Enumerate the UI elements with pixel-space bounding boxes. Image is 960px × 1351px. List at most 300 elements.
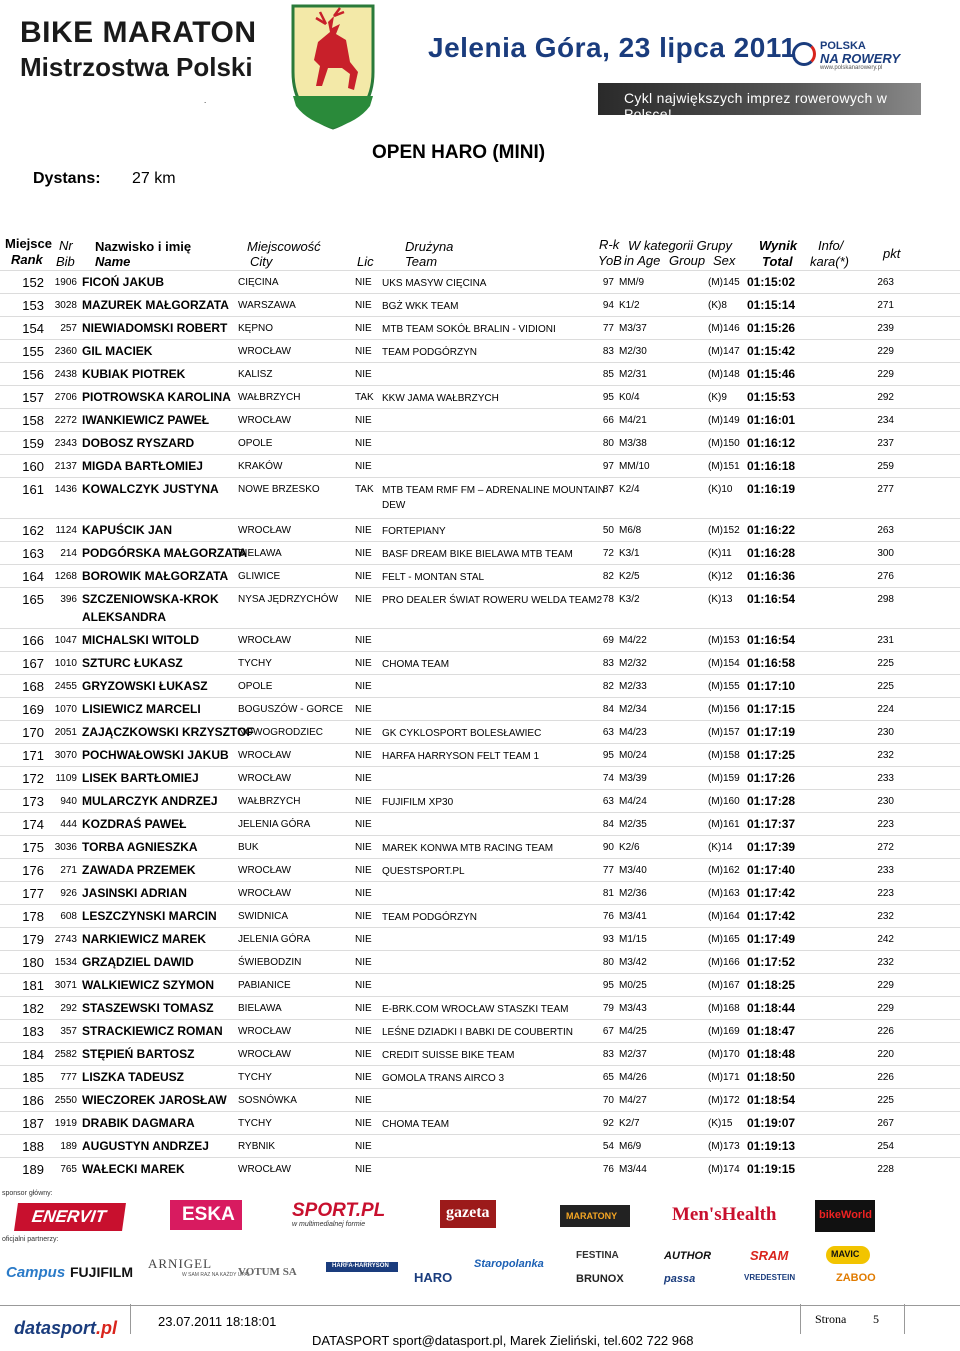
yob-cell: 90 bbox=[602, 842, 614, 853]
sport-pl-logo: SPORT.PL bbox=[292, 1200, 386, 1221]
total-time-cell: 01:16:54 bbox=[747, 633, 796, 647]
points-cell: 220 bbox=[877, 1049, 894, 1060]
team-cell: CHOMA TEAM bbox=[382, 659, 450, 670]
age-category-cell: M4/26 bbox=[619, 1072, 647, 1083]
city-cell: OPOLE bbox=[238, 438, 273, 449]
col-sex: Sex bbox=[713, 253, 736, 268]
team-cell: E-BRK.COM WROCŁAW STASZKI TEAM bbox=[382, 1004, 569, 1015]
series-banner: Cykl największych imprez rowerowych w Polsce! bbox=[598, 83, 921, 115]
table-row bbox=[0, 454, 960, 477]
group-cell: (M)159 bbox=[708, 773, 740, 784]
total-time-cell: 01:16:28 bbox=[747, 546, 796, 560]
group-cell: (M)165 bbox=[708, 934, 740, 945]
city-cell: WAŁBRZYCH bbox=[238, 392, 301, 403]
yob-cell: 95 bbox=[602, 392, 614, 403]
points-cell: 229 bbox=[877, 369, 894, 380]
points-cell: 225 bbox=[877, 1095, 894, 1106]
table-row bbox=[0, 362, 960, 385]
group-cell: (K)9 bbox=[708, 392, 727, 403]
team-cell: FUJIFILM XP30 bbox=[382, 797, 454, 808]
city-cell: ŚWIEBODZIN bbox=[238, 957, 302, 968]
license-cell: NIE bbox=[355, 911, 372, 922]
yob-cell: 97 bbox=[602, 277, 614, 288]
rank-cell: 181 bbox=[22, 978, 44, 993]
festina-logo: FESTINA bbox=[576, 1250, 619, 1261]
col-yob: YoB bbox=[598, 253, 622, 268]
points-cell: 237 bbox=[877, 438, 894, 449]
total-time-cell: 01:18:54 bbox=[747, 1093, 796, 1107]
table-row bbox=[0, 587, 960, 628]
col-w-kategorii: W kategorii Grupy bbox=[628, 238, 733, 253]
polska-na-rowery-logo bbox=[790, 38, 920, 72]
age-category-cell: MM/9 bbox=[619, 277, 644, 288]
city-cell: JELENIA GÓRA bbox=[238, 934, 311, 945]
results-table bbox=[0, 270, 960, 1180]
yob-cell: 83 bbox=[602, 346, 614, 357]
license-cell: NIE bbox=[355, 369, 372, 380]
sport-pl-tagline: w multimedialnej formie bbox=[292, 1221, 366, 1228]
name-cell: JASINSKI ADRIAN bbox=[82, 886, 187, 900]
votum-logo: VOTUM SA bbox=[238, 1266, 297, 1278]
yob-cell: 93 bbox=[602, 934, 614, 945]
points-cell: 267 bbox=[877, 1118, 894, 1129]
points-cell: 242 bbox=[877, 934, 894, 945]
total-time-cell: 01:17:42 bbox=[747, 909, 796, 923]
col-group: Group bbox=[669, 253, 706, 268]
points-cell: 263 bbox=[877, 277, 894, 288]
bib-cell: 271 bbox=[60, 865, 77, 876]
group-cell: (M)174 bbox=[708, 1164, 740, 1175]
city-cell: WARSZAWA bbox=[238, 300, 296, 311]
yob-cell: 82 bbox=[602, 681, 614, 692]
age-category-cell: K0/4 bbox=[619, 392, 640, 403]
vredestein-logo: VREDESTEIN bbox=[744, 1273, 796, 1282]
yob-cell: 76 bbox=[602, 1164, 614, 1175]
license-cell: NIE bbox=[355, 980, 372, 991]
staropolanka-logo: Staropolanka bbox=[474, 1258, 544, 1270]
bib-cell: 2272 bbox=[54, 415, 77, 426]
city-cell: KALISZ bbox=[238, 369, 273, 380]
city-cell: BOGUSZÓW - GORCE bbox=[238, 704, 343, 715]
rank-cell: 184 bbox=[22, 1047, 44, 1062]
table-row bbox=[0, 339, 960, 362]
city-cell: JELENIA GÓRA bbox=[238, 819, 311, 830]
name-cell: NARKIEWICZ MAREK bbox=[82, 932, 206, 946]
yob-cell: 78 bbox=[602, 594, 614, 605]
col-druzyna: Drużyna bbox=[405, 239, 454, 254]
bib-cell: 2360 bbox=[54, 346, 77, 357]
passa-logo: passa bbox=[664, 1273, 696, 1285]
city-cell: WROCŁAW bbox=[238, 1164, 291, 1175]
city-cell: WROCŁAW bbox=[238, 635, 291, 646]
name-cell: LESZCZYNSKI MARCIN bbox=[82, 909, 217, 923]
bib-cell: 2582 bbox=[54, 1049, 77, 1060]
table-row bbox=[0, 293, 960, 316]
total-time-cell: 01:18:44 bbox=[747, 1001, 796, 1015]
sram-logo: SRAM bbox=[750, 1248, 789, 1263]
yob-cell: 95 bbox=[602, 980, 614, 991]
name-cell: MICHALSKI WITOLD bbox=[82, 633, 200, 647]
bib-cell: 444 bbox=[60, 819, 77, 830]
name-cell: LISZKA TADEUSZ bbox=[82, 1070, 184, 1084]
name-cell: STĘPIEŃ BARTOSZ bbox=[82, 1047, 195, 1061]
brunox-logo: BRUNOX bbox=[576, 1273, 624, 1285]
page-number: 5 bbox=[873, 1312, 879, 1326]
points-cell: 228 bbox=[877, 1164, 894, 1175]
bib-cell: 1534 bbox=[54, 957, 77, 968]
table-row bbox=[0, 743, 960, 766]
total-time-cell: 01:15:53 bbox=[747, 390, 796, 404]
license-cell: NIE bbox=[355, 1118, 372, 1129]
distance-value: 27 km bbox=[132, 170, 176, 187]
age-category-cell: M2/32 bbox=[619, 658, 647, 669]
total-time-cell: 01:16:54 bbox=[747, 592, 796, 606]
group-cell: (K)15 bbox=[708, 1118, 733, 1129]
col-miejsce: Miejsce bbox=[5, 236, 52, 251]
group-cell: (M)167 bbox=[708, 980, 740, 991]
bib-cell: 1010 bbox=[54, 658, 77, 669]
group-cell: (M)153 bbox=[708, 635, 740, 646]
rank-cell: 152 bbox=[22, 275, 44, 290]
city-cell: WROCŁAW bbox=[238, 415, 291, 426]
bib-cell: 2706 bbox=[54, 392, 77, 403]
age-category-cell: M6/8 bbox=[619, 525, 642, 536]
age-category-cell: M2/36 bbox=[619, 888, 647, 899]
license-cell: NIE bbox=[355, 934, 372, 945]
name-cell: KOZDRAŚ PAWEŁ bbox=[82, 817, 187, 831]
table-row bbox=[0, 518, 960, 541]
yob-cell: 84 bbox=[602, 704, 614, 715]
total-time-cell: 01:16:19 bbox=[747, 482, 796, 496]
eska-logo: ESKA bbox=[170, 1200, 242, 1230]
name-cell: TORBA AGNIESZKA bbox=[82, 840, 198, 854]
city-cell: OPOLE bbox=[238, 681, 273, 692]
bib-cell: 189 bbox=[60, 1141, 77, 1152]
team-cell: MTB TEAM RMF FM – ADRENALINE MOUNTAIN bbox=[382, 485, 605, 496]
license-cell: NIE bbox=[355, 594, 372, 605]
license-cell: NIE bbox=[355, 658, 372, 669]
total-time-cell: 01:17:15 bbox=[747, 702, 796, 716]
city-cell: SWIDNICA bbox=[238, 911, 288, 922]
mens-health-logo: Men'sHealth bbox=[672, 1204, 777, 1225]
points-cell: 226 bbox=[877, 1026, 894, 1037]
datasport-logo bbox=[14, 1318, 117, 1339]
yob-cell: 83 bbox=[602, 1049, 614, 1060]
name-cell: ZAJĄCZKOWSKI KRZYSZTOF bbox=[82, 725, 254, 739]
points-cell: 234 bbox=[877, 415, 894, 426]
total-time-cell: 01:16:01 bbox=[747, 413, 796, 427]
age-category-cell: M2/35 bbox=[619, 819, 647, 830]
yob-cell: 63 bbox=[602, 727, 614, 738]
table-row bbox=[0, 316, 960, 339]
col-info: Info/ bbox=[818, 238, 844, 253]
rank-cell: 173 bbox=[22, 794, 44, 809]
license-cell: NIE bbox=[355, 1026, 372, 1037]
city-cell: TYCHY bbox=[238, 1118, 272, 1129]
total-time-cell: 01:17:28 bbox=[747, 794, 796, 808]
col-miejscowosc: Miejscowość bbox=[247, 239, 321, 254]
license-cell: NIE bbox=[355, 796, 372, 807]
age-category-cell: M4/27 bbox=[619, 1095, 647, 1106]
group-cell: (M)146 bbox=[708, 323, 740, 334]
arnigel-tagline: W SAM RAZ NA KAŻDY UPAŁ bbox=[182, 1272, 251, 1278]
table-row bbox=[0, 385, 960, 408]
city-cell: WROCŁAW bbox=[238, 888, 291, 899]
group-cell: (M)163 bbox=[708, 888, 740, 899]
deer-crest-icon bbox=[288, 2, 378, 130]
team-cell: TEAM PODGÓRZYN bbox=[382, 347, 478, 358]
team-cell: HARFA HARRYSON FELT TEAM 1 bbox=[382, 751, 540, 762]
table-row bbox=[0, 1157, 960, 1180]
name-cell: BOROWIK MAŁGORZATA bbox=[82, 569, 229, 583]
total-time-cell: 01:19:13 bbox=[747, 1139, 796, 1153]
total-time-cell: 01:15:02 bbox=[747, 275, 796, 289]
name-cell: DRABIK DAGMARA bbox=[82, 1116, 195, 1130]
age-category-cell: M4/21 bbox=[619, 415, 647, 426]
points-cell: 300 bbox=[877, 548, 894, 559]
rank-cell: 182 bbox=[22, 1001, 44, 1016]
city-cell: WROCŁAW bbox=[238, 1026, 291, 1037]
city-cell: WROCŁAW bbox=[238, 1049, 291, 1060]
team-cell: FORTEPIANY bbox=[382, 526, 446, 537]
group-cell: (M)166 bbox=[708, 957, 740, 968]
points-cell: 232 bbox=[877, 750, 894, 761]
license-cell: NIE bbox=[355, 323, 372, 334]
rank-cell: 155 bbox=[22, 344, 44, 359]
name-cell: MAZUREK MAŁGORZATA bbox=[82, 298, 229, 312]
license-cell: NIE bbox=[355, 842, 372, 853]
group-cell: (M)172 bbox=[708, 1095, 740, 1106]
age-category-cell: M6/9 bbox=[619, 1141, 642, 1152]
age-category-cell: M4/22 bbox=[619, 635, 647, 646]
points-cell: 229 bbox=[877, 346, 894, 357]
results-table-header bbox=[0, 236, 960, 270]
group-cell: (K)12 bbox=[708, 571, 733, 582]
rank-cell: 165 bbox=[22, 592, 44, 607]
group-cell: (M)147 bbox=[708, 346, 740, 357]
pnr-line2: NA ROWERY bbox=[820, 51, 901, 66]
group-cell: (M)169 bbox=[708, 1026, 740, 1037]
total-time-cell: 01:17:52 bbox=[747, 955, 796, 969]
total-time-cell: 01:16:22 bbox=[747, 523, 796, 537]
table-row bbox=[0, 431, 960, 454]
age-category-cell: M4/23 bbox=[619, 727, 647, 738]
group-cell: (M)154 bbox=[708, 658, 740, 669]
polska-na-rowery-icon bbox=[792, 42, 816, 66]
partners-label: oficjalni partnerzy: bbox=[2, 1236, 59, 1243]
table-row bbox=[0, 674, 960, 697]
table-row bbox=[0, 973, 960, 996]
city-cell: WROCŁAW bbox=[238, 346, 291, 357]
total-time-cell: 01:16:12 bbox=[747, 436, 796, 450]
points-cell: 225 bbox=[877, 681, 894, 692]
age-category-cell: K2/7 bbox=[619, 1118, 640, 1129]
rank-cell: 175 bbox=[22, 840, 44, 855]
name-cell: AUGUSTYN ANDRZEJ bbox=[82, 1139, 209, 1153]
age-category-cell: K2/6 bbox=[619, 842, 640, 853]
group-cell: (M)161 bbox=[708, 819, 740, 830]
points-cell: 298 bbox=[877, 594, 894, 605]
points-cell: 223 bbox=[877, 819, 894, 830]
rank-cell: 174 bbox=[22, 817, 44, 832]
points-cell: 225 bbox=[877, 658, 894, 669]
city-cell: KRAKÓW bbox=[238, 461, 283, 472]
points-cell: 232 bbox=[877, 957, 894, 968]
license-cell: NIE bbox=[355, 957, 372, 968]
city-cell: SOSNÓWKA bbox=[238, 1095, 297, 1106]
name-cell: LISEK BARTŁOMIEJ bbox=[82, 771, 199, 785]
team-cell: TEAM PODGÓRZYN bbox=[382, 912, 478, 923]
bikeworld-logo: bikeWorld bbox=[815, 1200, 875, 1232]
license-cell: NIE bbox=[355, 773, 372, 784]
city-cell: BIELAWA bbox=[238, 548, 282, 559]
total-time-cell: 01:16:18 bbox=[747, 459, 796, 473]
age-category-cell: M3/40 bbox=[619, 865, 647, 876]
pnr-line3: www.polskanarowery.pl bbox=[820, 65, 883, 71]
rank-cell: 163 bbox=[22, 546, 44, 561]
bib-cell: 777 bbox=[60, 1072, 77, 1083]
event-title bbox=[20, 16, 257, 83]
table-row bbox=[0, 1134, 960, 1157]
group-cell: (M)148 bbox=[708, 369, 740, 380]
bib-cell: 2455 bbox=[54, 681, 77, 692]
event-title-line1: BIKE MARATON bbox=[20, 16, 257, 49]
author-logo: AUTHOR bbox=[664, 1250, 712, 1262]
group-cell: (K)13 bbox=[708, 594, 733, 605]
distance-label: Dystans: bbox=[33, 170, 101, 187]
name-cell: FICOŃ JAKUB bbox=[82, 275, 165, 289]
total-time-cell: 01:17:37 bbox=[747, 817, 796, 831]
bib-cell: 765 bbox=[60, 1164, 77, 1175]
license-cell: TAK bbox=[355, 484, 374, 495]
datasport-logo-text: datasport bbox=[14, 1318, 97, 1338]
age-category-cell: K3/1 bbox=[619, 548, 640, 559]
footer-separator bbox=[130, 1304, 131, 1334]
city-cell: NOWE BRZESKO bbox=[238, 484, 320, 495]
license-cell: NIE bbox=[355, 571, 372, 582]
rank-cell: 187 bbox=[22, 1116, 44, 1131]
age-category-cell: M2/30 bbox=[619, 346, 647, 357]
bib-cell: 292 bbox=[60, 1003, 77, 1014]
rank-cell: 179 bbox=[22, 932, 44, 947]
group-cell: (M)160 bbox=[708, 796, 740, 807]
name-cell: MULARCZYK ANDRZEJ bbox=[82, 794, 218, 808]
name-cell: DOBOSZ RYSZARD bbox=[82, 436, 195, 450]
header-dot: . bbox=[204, 96, 207, 105]
rank-cell: 158 bbox=[22, 413, 44, 428]
table-row bbox=[0, 1111, 960, 1134]
total-time-cell: 01:19:07 bbox=[747, 1116, 796, 1130]
total-time-cell: 01:19:15 bbox=[747, 1162, 796, 1176]
table-row bbox=[0, 1019, 960, 1042]
points-cell: 239 bbox=[877, 323, 894, 334]
rank-cell: 160 bbox=[22, 459, 44, 474]
bib-cell: 1070 bbox=[54, 704, 77, 715]
rank-cell: 156 bbox=[22, 367, 44, 382]
name-cell: STASZEWSKI TOMASZ bbox=[82, 1001, 214, 1015]
team-cell: LEŚNE DZIADKI I BABKI DE COUBERTIN bbox=[382, 1027, 573, 1038]
age-category-cell: M3/41 bbox=[619, 911, 647, 922]
yob-cell: 84 bbox=[602, 819, 614, 830]
license-cell: TAK bbox=[355, 392, 374, 403]
yob-cell: 65 bbox=[602, 1072, 614, 1083]
points-cell: 259 bbox=[877, 461, 894, 472]
yob-cell: 83 bbox=[602, 658, 614, 669]
col-total: Total bbox=[762, 254, 793, 269]
table-row bbox=[0, 720, 960, 743]
age-category-cell: M4/24 bbox=[619, 796, 647, 807]
age-category-cell: M0/24 bbox=[619, 750, 647, 761]
col-in-age: in Age bbox=[624, 253, 661, 268]
bib-cell: 2137 bbox=[54, 461, 77, 472]
maratony-logo: MARATONY bbox=[560, 1205, 630, 1227]
col-lic: Lic bbox=[357, 254, 374, 269]
name-cell: MIGDA BARTŁOMIEJ bbox=[82, 459, 203, 473]
event-title-line2: Mistrzostwa Polski bbox=[20, 52, 253, 82]
name-cell: NIEWIADOMSKI ROBERT bbox=[82, 321, 228, 335]
points-cell: 233 bbox=[877, 865, 894, 876]
group-cell: (M)156 bbox=[708, 704, 740, 715]
name-cell-line2: ALEKSANDRA bbox=[82, 610, 166, 624]
points-cell: 272 bbox=[877, 842, 894, 853]
points-cell: 223 bbox=[877, 888, 894, 899]
group-cell: (M)149 bbox=[708, 415, 740, 426]
table-row bbox=[0, 904, 960, 927]
name-cell: STRACKIEWICZ ROMAN bbox=[82, 1024, 223, 1038]
name-cell: GRYZOWSKI ŁUKASZ bbox=[82, 679, 208, 693]
group-cell: (M)150 bbox=[708, 438, 740, 449]
bib-cell: 214 bbox=[60, 548, 77, 559]
points-cell: 230 bbox=[877, 727, 894, 738]
col-wynik: Wynik bbox=[759, 238, 798, 253]
table-row bbox=[0, 835, 960, 858]
yob-cell: 80 bbox=[602, 957, 614, 968]
rank-cell: 164 bbox=[22, 569, 44, 584]
age-category-cell: M3/42 bbox=[619, 957, 647, 968]
age-category-cell: K2/5 bbox=[619, 571, 640, 582]
license-cell: NIE bbox=[355, 346, 372, 357]
team-cell: GOMOLA TRANS AIRCO 3 bbox=[382, 1073, 505, 1084]
table-row bbox=[0, 1042, 960, 1065]
points-cell: 224 bbox=[877, 704, 894, 715]
footer-separator bbox=[800, 1304, 801, 1334]
age-category-cell: M2/34 bbox=[619, 704, 647, 715]
bib-cell: 3071 bbox=[54, 980, 77, 991]
license-cell: NIE bbox=[355, 300, 372, 311]
table-row bbox=[0, 996, 960, 1019]
city-cell: BUK bbox=[238, 842, 259, 853]
city-cell: NYSA JĘDRZYCHÓW bbox=[238, 594, 339, 605]
points-cell: 233 bbox=[877, 773, 894, 784]
rank-cell: 177 bbox=[22, 886, 44, 901]
col-team: Team bbox=[405, 254, 438, 269]
points-cell: 229 bbox=[877, 980, 894, 991]
age-category-cell: K1/2 bbox=[619, 300, 640, 311]
rank-cell: 180 bbox=[22, 955, 44, 970]
rank-cell: 183 bbox=[22, 1024, 44, 1039]
city-cell: CIĘCINA bbox=[238, 277, 279, 288]
group-cell: (M)152 bbox=[708, 525, 740, 536]
group-cell: (M)151 bbox=[708, 461, 740, 472]
event-city-date: Jelenia Góra, 23 lipca 2011 bbox=[428, 32, 797, 63]
bib-cell: 1919 bbox=[54, 1118, 77, 1129]
table-row bbox=[0, 697, 960, 720]
license-cell: NIE bbox=[355, 438, 372, 449]
table-row bbox=[0, 950, 960, 973]
city-cell: WAŁBRZYCH bbox=[238, 796, 301, 807]
city-cell: NOWOGRODZIEC bbox=[238, 727, 323, 738]
license-cell: NIE bbox=[355, 865, 372, 876]
